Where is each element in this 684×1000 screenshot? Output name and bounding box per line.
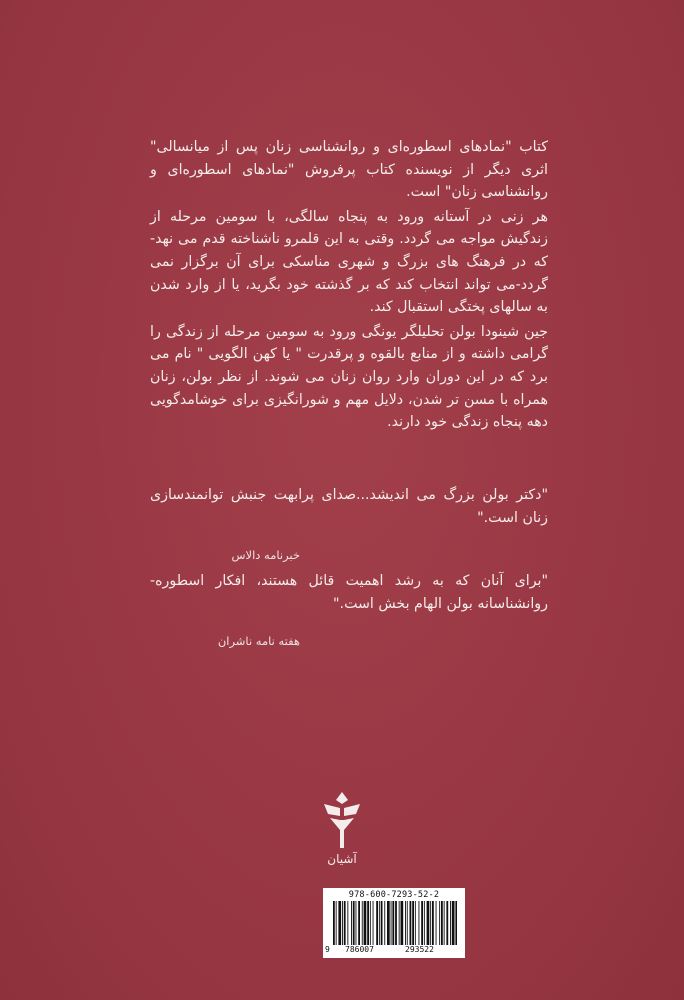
barcode-bar: [415, 901, 416, 945]
barcode-bar: [410, 901, 412, 945]
barcode-digits-left: 786007: [345, 945, 374, 954]
barcode-bar: [424, 901, 425, 945]
isbn-barcode: [323, 888, 465, 958]
barcode-bar: [432, 901, 434, 945]
barcode-bar: [347, 901, 348, 945]
barcode-bars: [333, 901, 457, 945]
barcode-bar: [353, 901, 355, 945]
barcode-bar: [399, 901, 400, 945]
barcode-bar: [333, 901, 335, 945]
barcode-bar: [419, 901, 420, 945]
isbn-number: 978-600-7293-52-2: [348, 890, 440, 900]
description-paragraph-3: جین شینودا بولن تحلیلگر یونگی ورود به سومین مرحله از زندگی را گرامی داشته و از منابع بالقوه و پرقدرت " یا کهن الگویی " نام می برد که در این دوران وارد روان زنان می شوند. از نظر بولن، زنان همراه با مسن تر شدن، دلایل مهم و شورانگیزی برای خوشامدگویی دهه پنجاه زندگی خود دارند.: [150, 323, 548, 431]
barcode-bar: [367, 901, 369, 945]
barcode-bar: [395, 901, 397, 945]
barcode-bar: [362, 901, 363, 945]
barcode-bar: [376, 901, 378, 945]
barcode-bar: [392, 901, 394, 945]
barcode-bar: [344, 901, 346, 945]
barcode-bar: [436, 901, 437, 945]
barcode-bar: [439, 901, 440, 945]
barcode-bar: [342, 901, 343, 945]
barcode-bar: [358, 901, 360, 945]
barcode-bar: [338, 901, 341, 945]
barcode-bar: [370, 901, 371, 945]
review-quote-2: [150, 556, 548, 652]
barcode-bar: [336, 901, 337, 945]
ashian-logo-icon: [320, 790, 364, 850]
barcode-bar: [381, 901, 383, 945]
review-quote-1: [150, 470, 548, 566]
description-paragraph-1: کتاب "نمادهای اسطوره‌ای و روانشناسی زنان پس از میانسالی" اثری دیگر از نویسنده کتاب پرفروش "نمادهای اسطوره‌ای و روانشناسی زنان" است.: [150, 139, 548, 201]
barcode-bar: [441, 901, 443, 945]
barcode-bar: [421, 901, 423, 945]
barcode-bar: [401, 901, 404, 945]
quote-source: خبرنامه دالاس: [231, 547, 300, 562]
barcode-bar: [356, 901, 357, 945]
barcode-digits-right: 293522: [405, 945, 434, 954]
barcode-bar: [379, 901, 380, 945]
barcode-bar: [446, 901, 448, 945]
barcode-bar: [455, 901, 457, 945]
barcode-bar: [387, 901, 390, 945]
publisher-name: آشیان: [327, 852, 357, 866]
barcode-bar: [364, 901, 367, 945]
barcode-bar: [427, 901, 430, 945]
barcode-bar: [430, 901, 431, 945]
barcode-bar: [405, 901, 406, 945]
book-description: [150, 136, 548, 436]
barcode-digit-first: 9: [325, 945, 330, 954]
quote-source: هفته نامه ناشران: [217, 633, 300, 648]
barcode-bar: [373, 901, 374, 945]
barcode-bar: [391, 901, 392, 945]
barcode-bar: [384, 901, 385, 945]
barcode-bar: [351, 901, 352, 945]
publisher-logo: [302, 790, 382, 866]
barcode-bar: [450, 901, 451, 945]
barcode-bar: [452, 901, 455, 945]
barcode-bar: [407, 901, 408, 945]
description-paragraph-2: هر زنی در آستانه ورود به پنجاه سالگی، با سومین مرحله از زندگیش مواجه می گردد. وقتی به این قلمرو ناشناخته قدم می نهد-که در فرهنگ های بزرگ و شهری مناسکی برای آن برگزار نمی گردد-می تواند انتخاب کند که بر گذشته خود بگرید، یا از وارد شدن به سالهای پختگی استقبال کند.: [150, 208, 548, 316]
barcode-bar: [412, 901, 414, 945]
quote-text: "دکتر بولن بزرگ می اندیشد...صدای پرابهت جنبش توانمندسازی زنان است.": [150, 487, 548, 526]
quote-text: "برای آنان که به رشد اهمیت قائل هستند، افکار اسطوره-روانشناسانه بولن الهام بخش است.": [150, 573, 548, 612]
barcode-bar: [444, 901, 445, 945]
